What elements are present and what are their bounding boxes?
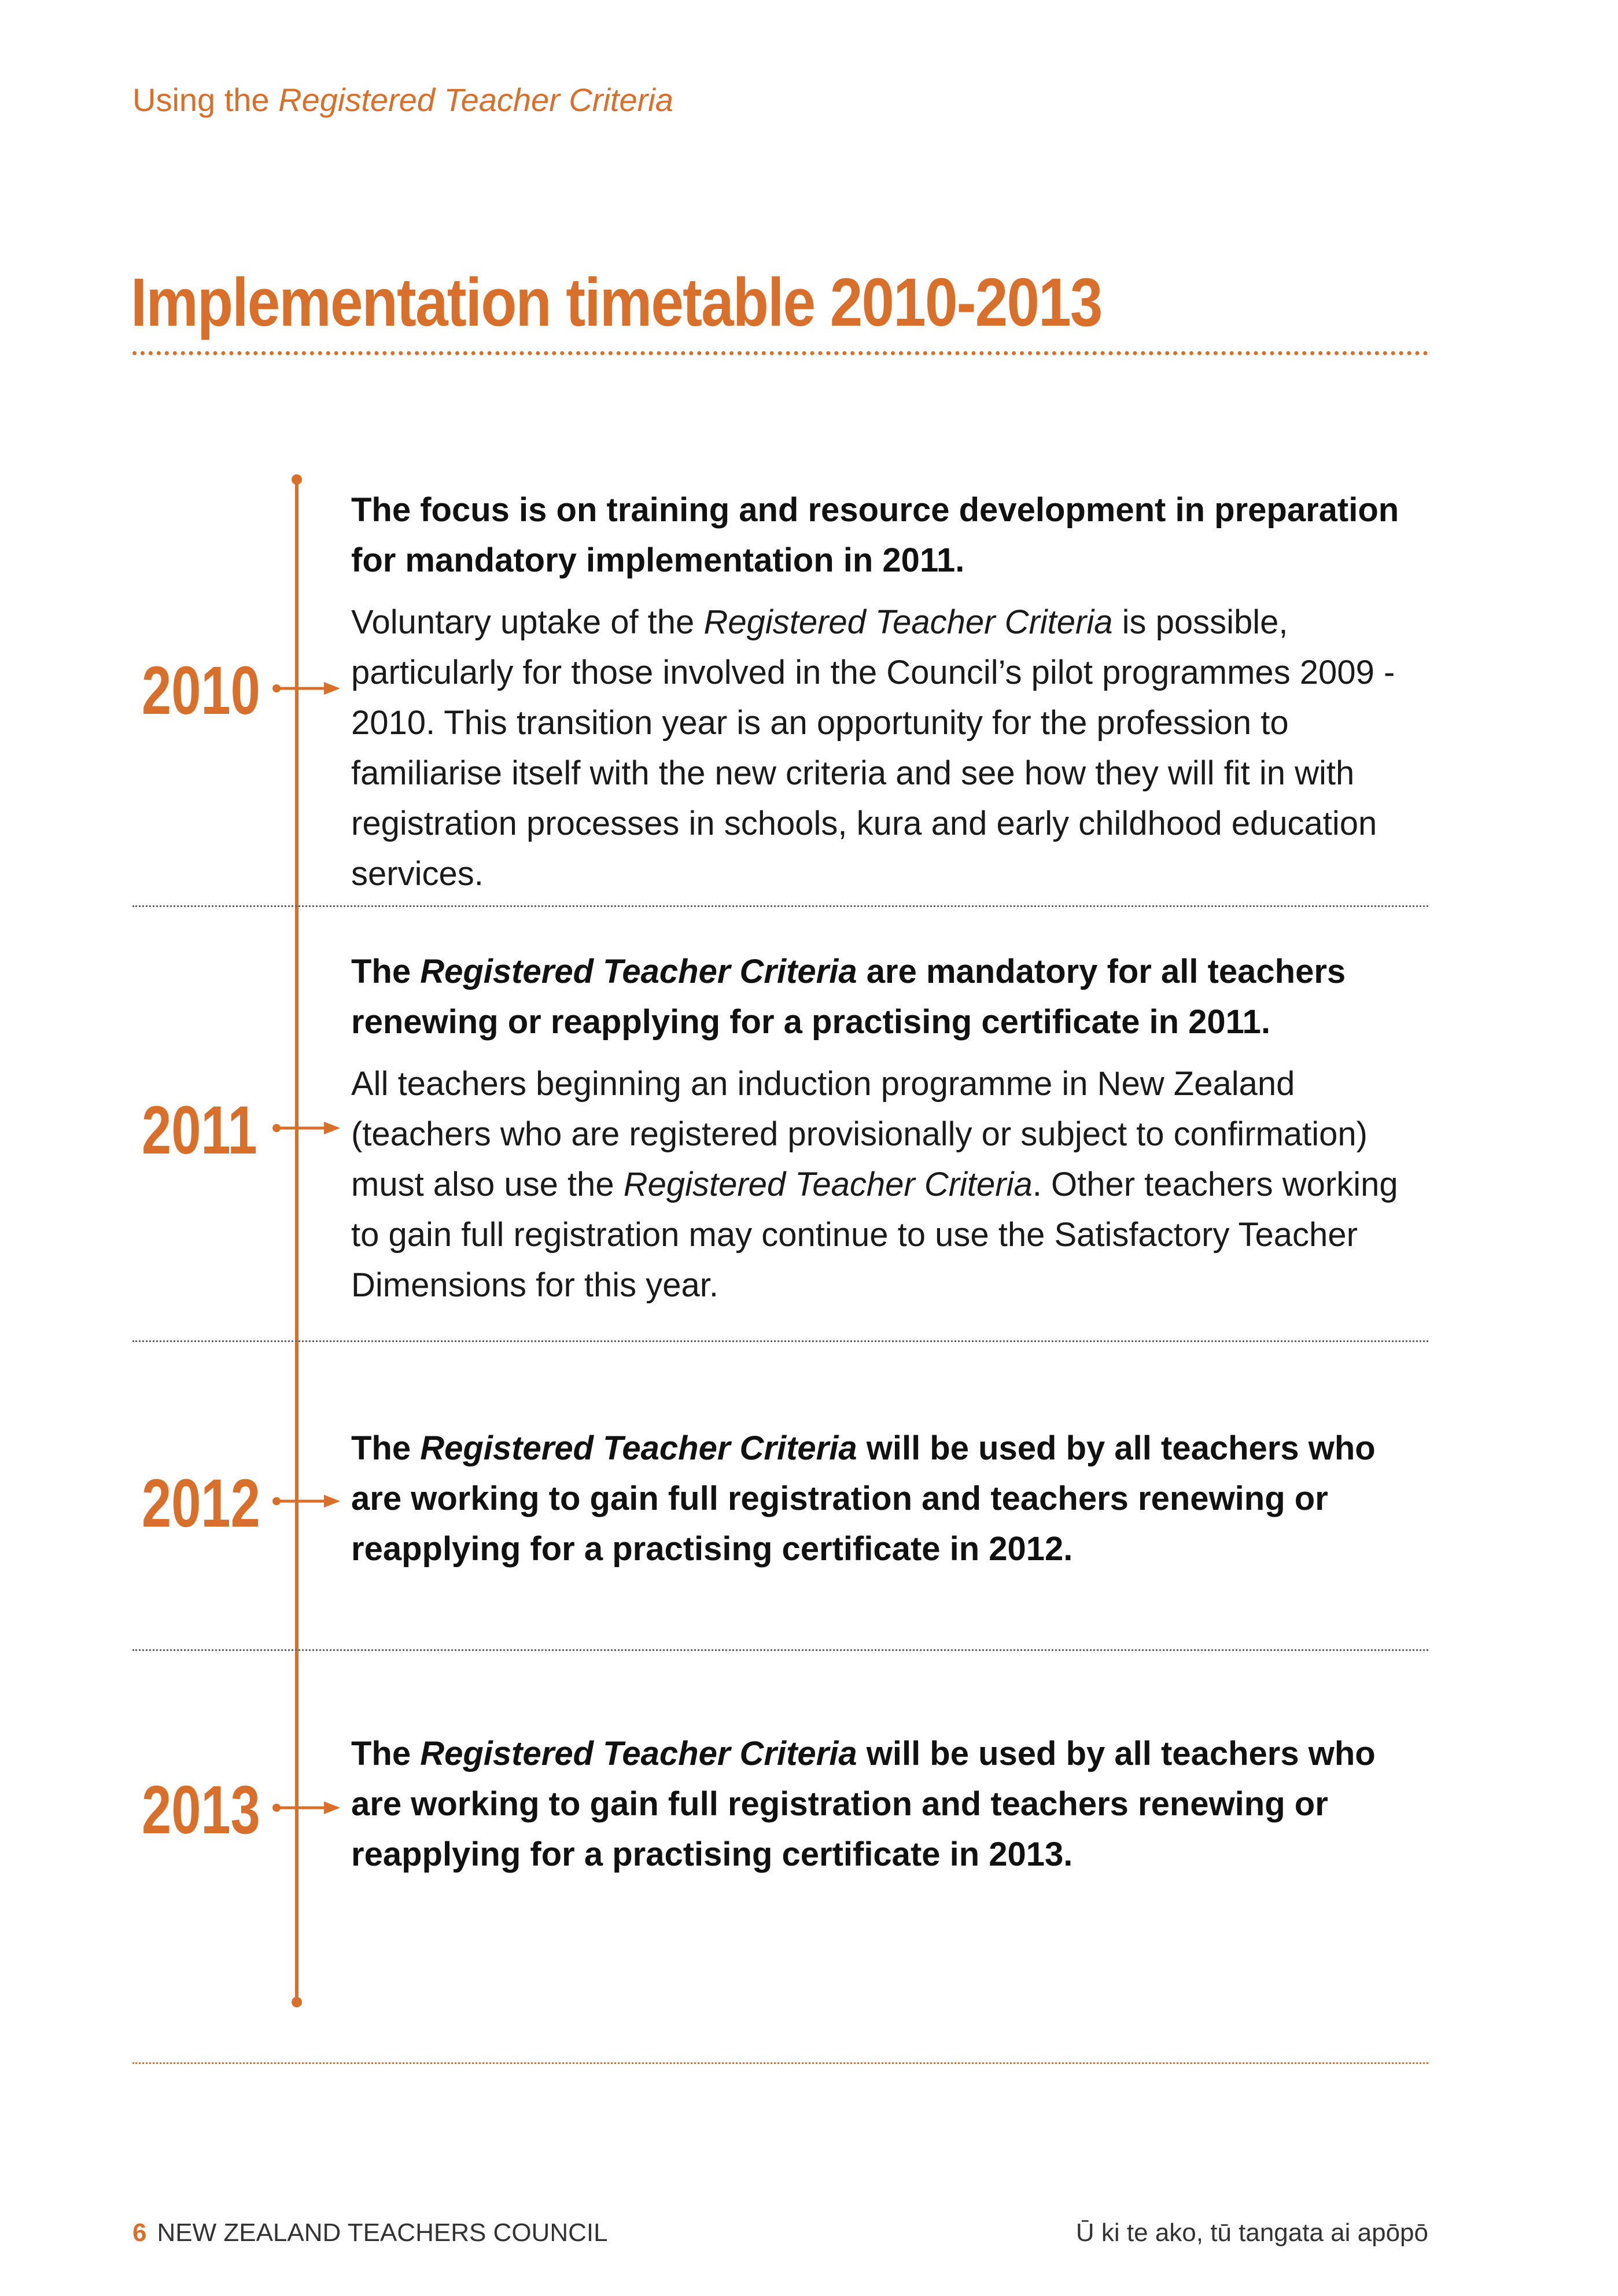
timeline-entry-2010 — [351, 485, 1416, 899]
section-divider — [132, 1649, 1428, 1651]
running-header — [132, 81, 673, 119]
footer-left — [132, 2218, 608, 2247]
arrow-right-icon — [272, 1119, 341, 1137]
timeline-entry-2011 — [351, 946, 1416, 1310]
running-header-prefix: Using the — [132, 82, 270, 118]
organisation-name: NEW ZEALAND TEACHERS COUNCIL — [157, 2218, 608, 2247]
section-divider — [132, 2062, 1428, 2064]
entry-body: All teachers beginning an induction programme in New Zealand (teachers who are registered provisionally or subject to confirmation) must also use the Registered Teacher Criteria. Other teachers working to gain full registration may continue to use the Satisfactory Teacher Dimensions for this year. — [351, 1065, 1398, 1304]
arrow-right-icon — [272, 1799, 341, 1816]
timeline-entry-2013 — [351, 1729, 1416, 1891]
year-label-2013: 2013 — [142, 1772, 260, 1848]
timeline-line — [295, 479, 298, 2004]
year-label-2011: 2011 — [142, 1092, 257, 1169]
page-number: 6 — [132, 2218, 147, 2247]
page-title: Implementation timetable 2010-2013 — [131, 264, 1102, 341]
entry-lead: The focus is on training and resource development in preparation for mandatory implementation in 2011. — [351, 491, 1399, 579]
entry-lead: The Registered Teacher Criteria will be used by all teachers who are working to gain full registration and teachers renewing or reapplying for a practising certificate in 2012. — [351, 1429, 1376, 1568]
arrow-right-icon — [272, 1492, 341, 1510]
timeline-end-dot — [292, 1997, 302, 2007]
entry-lead: The Registered Teacher Criteria will be used by all teachers who are working to gain full registration and teachers renewing or reapplying for a practising certificate in 2013. — [351, 1735, 1376, 1873]
year-label-2010: 2010 — [142, 653, 260, 729]
footer-motto: Ū ki te ako, tū tangata ai apōpō — [1075, 2218, 1428, 2247]
title-divider — [132, 351, 1428, 355]
timeline-entry-2012 — [351, 1423, 1416, 1586]
year-label-2012: 2012 — [142, 1465, 260, 1542]
arrow-right-icon — [272, 680, 341, 697]
entry-body: Voluntary uptake of the Registered Teacher Criteria is possible, particularly for those involved in the Council’s pilot programmes 2009 - 2010. This transition year is an opportunity for the profession to familiarise itself with the new criteria and see how they will fit in with registration processes in schools, kura and early childhood education services. — [351, 603, 1395, 893]
section-divider — [132, 905, 1428, 907]
timeline-start-dot — [292, 474, 302, 485]
running-header-italic: Registered Teacher Criteria — [278, 82, 673, 118]
entry-lead: The Registered Teacher Criteria are mandatory for all teachers renewing or reapplying for a practising certificate in 2011. — [351, 953, 1346, 1041]
section-divider — [132, 1340, 1428, 1342]
